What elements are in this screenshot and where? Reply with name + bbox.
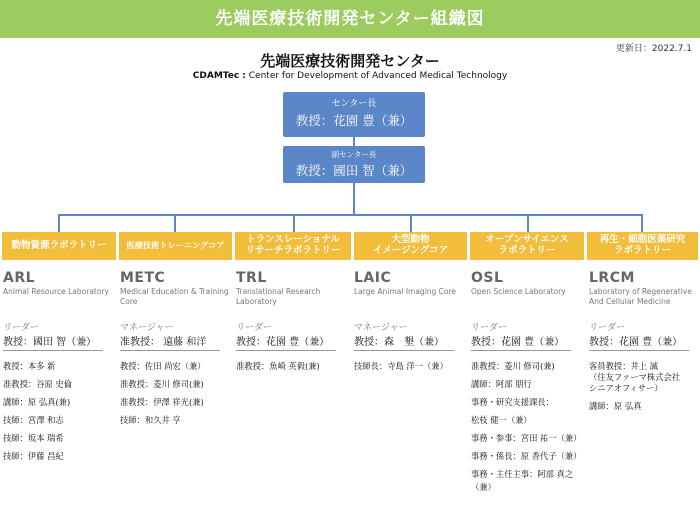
director-box: [283, 92, 425, 137]
member: 教授：佐田 尚宏（兼）: [120, 361, 206, 371]
unit-abbr: LRCM: [589, 270, 635, 286]
unit-header-osl-line1: オープンサイエンス: [485, 234, 569, 246]
vice-director-role: 副センター長: [331, 150, 377, 159]
director-role: センター長: [331, 99, 377, 109]
unit-trl-role: リーダー: [236, 323, 273, 333]
member: 教授：本多 新: [3, 361, 56, 371]
unit-lrcm-members: [589, 361, 697, 419]
unit-laic-role: マネージャー: [354, 323, 408, 333]
unit-osl-role: リーダー: [471, 323, 508, 333]
member: 松枝 健一（兼）: [471, 415, 532, 425]
connector-drop-laic: [410, 214, 412, 232]
unit-metc-role: マネージャー: [120, 323, 174, 333]
unit-osl-members: [471, 361, 583, 500]
unit-header-lrcm: [587, 232, 698, 260]
unit-metc-members: [120, 361, 232, 433]
unit-abbr: TRL: [236, 270, 267, 286]
unit-header-laic-line2: イメージングコア: [372, 245, 449, 256]
connector-drop-arl: [58, 214, 60, 232]
unit-osl-info: [471, 270, 583, 313]
member: 准教授：伊澤 祥光(兼): [120, 397, 204, 407]
unit-header-lrcm-line2: ラボラトリー: [613, 245, 671, 256]
unit-header-arl: [2, 232, 116, 260]
member: （兼）: [471, 482, 496, 492]
vice-director-name: 教授：國田 智（兼）: [295, 163, 413, 178]
unit-arl-info: [3, 270, 115, 313]
page-title: 先端医療技術開発センター: [260, 52, 440, 70]
member: 准教授：谷原 史倫: [3, 379, 73, 389]
member: 技師：坂本 瑞希: [3, 433, 64, 443]
unit-metc-head: 准教授： 遠藤 和洋: [120, 333, 220, 351]
unit-fullname: Animal Resource Laboratory: [3, 287, 109, 296]
unit-fullname: Translational Research Laboratory: [236, 287, 321, 307]
unit-header-lrcm-line1: 再生・細胞医薬研究: [599, 234, 686, 246]
member: 事務・参事：宮田 祐一（兼）: [471, 433, 582, 443]
unit-lrcm-head: 教授：花園 豊（兼）: [589, 333, 689, 351]
connector-director-vice: [353, 137, 355, 146]
member: 講師：原 弘真(兼): [3, 397, 71, 407]
unit-header-laic-line1: 大型動物: [391, 234, 430, 246]
member: 技師：伊藤 昌紀: [3, 451, 64, 461]
updated-date: 更新日：2022.7.1: [615, 44, 692, 54]
unit-lrcm-role: リーダー: [589, 323, 626, 333]
unit-header-laic: [354, 232, 467, 260]
unit-osl-head: 教授：花園 豊（兼）: [471, 333, 571, 351]
member: 事務・研究支援課長：: [471, 397, 554, 407]
member: 准教授：菱川 修司(兼): [120, 379, 204, 389]
unit-header-arl-line1: 動物資源ラボラトリー: [11, 239, 107, 251]
member: 技師：宮澤 和志: [3, 415, 64, 425]
unit-header-metc: [119, 232, 232, 260]
unit-arl-head: 教授：國田 智（兼）: [3, 333, 103, 351]
member: 講師：阿部 朋行: [471, 379, 532, 389]
unit-trl-info: [236, 270, 348, 313]
unit-trl-head: 教授：花園 豊（兼）: [236, 333, 336, 351]
unit-header-metc-line1: 医療技術トレーニングコア: [126, 240, 225, 251]
unit-arl-role: リーダー: [3, 323, 40, 333]
unit-header-osl: [470, 232, 584, 260]
unit-abbr: METC: [120, 270, 166, 286]
unit-laic-members: [354, 361, 466, 379]
page-subtitle: [0, 71, 700, 81]
unit-laic-info: [354, 270, 466, 313]
unit-laic-head: 教授：森 墾（兼）: [354, 333, 454, 351]
unit-fullname: Large Animal Imaging Core: [354, 287, 457, 296]
page-banner: 先端医療技術開発センター組織図: [0, 0, 700, 38]
unit-abbr: ARL: [3, 270, 36, 286]
unit-lrcm-info: [589, 270, 700, 313]
unit-fullname: Medical Education & Training Core: [120, 287, 229, 307]
member: 客員教授：井上 誠 （住友ファーマ株式会社 シニアオフィサー）: [589, 361, 681, 393]
unit-header-trl-line1: トランスレーショナル: [246, 234, 340, 246]
connector-drop-trl: [293, 214, 295, 232]
connector-drop-osl: [527, 214, 529, 232]
unit-fullname: Open Science Laboratory: [471, 287, 566, 296]
unit-metc-info: [120, 270, 232, 313]
member: 事務・主任主事：阿部 真之: [471, 469, 574, 479]
subtitle-english: Center for Development of Advanced Medical Technology: [245, 71, 508, 81]
connector-vice-trunk: [353, 183, 355, 215]
connector-horizontal-bar: [58, 214, 641, 216]
director-name: 教授：花園 豊（兼）: [295, 113, 413, 128]
connector-drop-lrcm: [641, 214, 643, 232]
member: 准教授：菱川 修司(兼): [471, 361, 555, 371]
unit-header-trl: [235, 232, 351, 260]
unit-abbr: LAIC: [354, 270, 392, 286]
unit-header-osl-line2: ラボラトリー: [498, 245, 556, 256]
subtitle-abbr: CDAMTec :: [192, 71, 246, 81]
member: 技師長：寺島 洋一（兼）: [354, 361, 448, 371]
vice-director-box: [283, 146, 425, 183]
unit-fullname: Laboratory of Regenerative And Cellular Medicine: [589, 287, 692, 307]
unit-arl-members: [3, 361, 115, 469]
unit-trl-members: [236, 361, 348, 379]
unit-header-trl-line2: リサーチラボラトリー: [245, 245, 341, 256]
member: 准教授：魚崎 英毅(兼): [236, 361, 320, 371]
member: 講師：原 弘真: [589, 401, 642, 411]
member: 技師：和久井 亨: [120, 415, 181, 425]
member: 事務・係長：原 香代子（兼）: [471, 451, 582, 461]
unit-abbr: OSL: [471, 270, 504, 286]
connector-drop-metc: [174, 214, 176, 232]
